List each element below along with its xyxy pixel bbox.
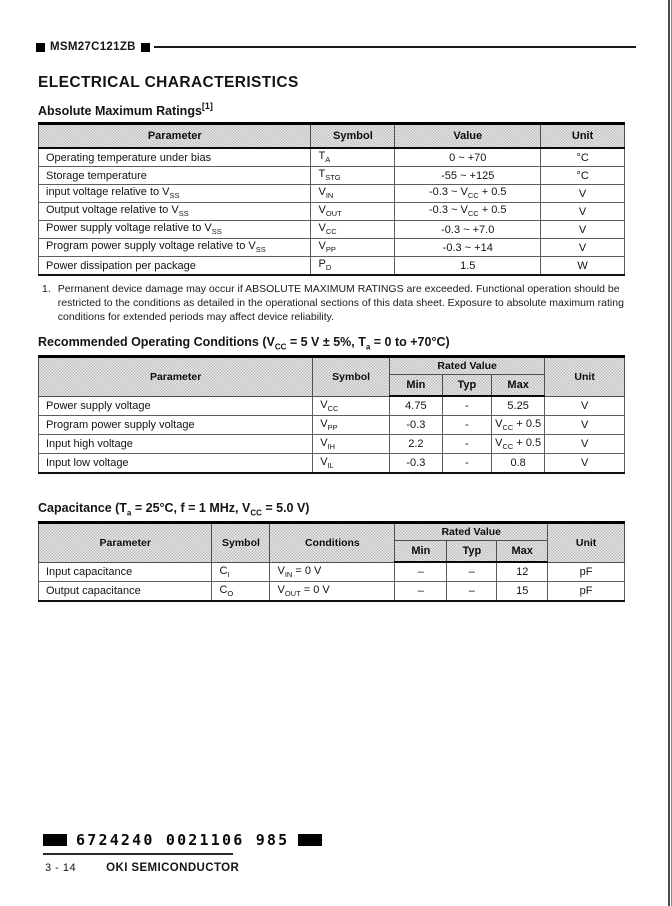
black-square-icon (36, 43, 45, 52)
col-parameter: Parameter (39, 357, 313, 397)
company-name: OKI SEMICONDUCTOR (106, 862, 240, 874)
cell-parameter: Operating temperature under bias (39, 148, 311, 167)
header-row (39, 124, 625, 149)
page-footer (45, 862, 239, 874)
col-max: Max (491, 375, 544, 397)
table-row (39, 454, 625, 474)
table-row (39, 148, 625, 167)
col-unit: Unit (541, 124, 625, 149)
page-number: 3 - 14 (45, 862, 77, 874)
cell-parameter: Input low voltage (39, 454, 313, 474)
header-rule (154, 46, 636, 49)
cell-parameter: Program power supply voltage relative to $V_{SS}$ (39, 239, 311, 257)
cell-unit: V (545, 454, 625, 474)
footnote-ref: [1] (201, 101, 213, 111)
cell-symbol: $V_{IL}$ (313, 454, 390, 474)
cell-unit: V (541, 185, 625, 203)
cell-symbol: $V_{IN}$ (311, 185, 395, 203)
cell-symbol: $V_{PP}$ (313, 416, 390, 435)
col-unit: Unit (548, 523, 625, 563)
col-typ: Typ (447, 541, 497, 563)
abs-max-title (38, 101, 213, 118)
cell-symbol: $C_O$ (212, 582, 270, 602)
cell-value: 1.5 (395, 257, 541, 276)
device-name: MSM27C121ZB (50, 41, 136, 53)
cell-conditions: $V_{OUT} = 0$ V (270, 582, 395, 602)
cell-unit: V (545, 435, 625, 454)
cell-max: 5.25 (491, 396, 544, 416)
col-symbol: Symbol (311, 124, 395, 149)
barcode-start-block-icon (43, 834, 67, 846)
footnote-text: Permanent device damage may occur if ABSOLUTE MAXIMUM RATINGS are exceeded. Functional operation should be restricted to the conditions as detailed in the operational sections of this data sheet. Exposure to absolute maximum rating conditions for extended periods may affect device reliability. (57, 283, 624, 323)
cell-unit: V (541, 203, 625, 221)
cell-value: -0.3 ~ $V_{CC} + 0.5$ (395, 185, 541, 203)
cell-max: 12 (497, 562, 548, 582)
cell-value: 0 ~ +70 (395, 148, 541, 167)
header-row (39, 357, 625, 375)
cell-symbol: $C_I$ (212, 562, 270, 582)
cell-symbol: $V_{PP}$ (311, 239, 395, 257)
table-row (39, 203, 625, 221)
col-symbol: Symbol (212, 523, 270, 563)
col-conditions: Conditions (270, 523, 395, 563)
rec-op-title: Recommended Operating Conditions ($V_{CC} = 5$ V ± 5%, $T_a = 0$ to +70°C) (38, 335, 450, 352)
footnote (42, 283, 634, 325)
col-symbol: Symbol (313, 357, 390, 397)
barcode-end-block-icon (298, 834, 322, 846)
rec-op-table (38, 355, 625, 474)
cell-typ: - (442, 396, 491, 416)
cell-min: – (395, 562, 447, 582)
abs-max-table (38, 122, 625, 276)
cell-parameter: Program power supply voltage (39, 416, 313, 435)
barcode (43, 833, 322, 847)
capacitance-title: Capacitance ($T_a = 25^\circ C$, f = 1 MHz, $V_{CC} = 5.0$ V) (38, 501, 310, 518)
cell-max: 15 (497, 582, 548, 602)
cell-unit: V (545, 416, 625, 435)
cell-symbol: $V_{OUT}$ (311, 203, 395, 221)
cell-unit: pF (548, 582, 625, 602)
cell-max: $V_{CC} + 0.5$ (491, 435, 544, 454)
cell-parameter: Input capacitance (39, 562, 212, 582)
col-rated-value: Rated Value (390, 357, 545, 375)
col-value: Value (395, 124, 541, 149)
table-row (39, 396, 625, 416)
cell-symbol: $V_{CC}$ (313, 396, 390, 416)
section-title: ELECTRICAL CHARACTERISTICS (38, 74, 299, 91)
cell-value: -55 ~ +125 (395, 167, 541, 185)
cell-unit: V (541, 221, 625, 239)
col-max: Max (497, 541, 548, 563)
cell-min: 2.2 (390, 435, 443, 454)
table-row (39, 435, 625, 454)
col-parameter: Parameter (39, 523, 212, 563)
cell-typ: - (442, 435, 491, 454)
cell-unit: pF (548, 562, 625, 582)
footnote-number: 1. (42, 283, 51, 295)
table-row (39, 239, 625, 257)
cell-min: -0.3 (390, 416, 443, 435)
cell-parameter: Power supply voltage (39, 396, 313, 416)
cell-parameter: Input high voltage (39, 435, 313, 454)
cell-parameter: Storage temperature (39, 167, 311, 185)
scan-edge-artifact (668, 0, 670, 906)
col-unit: Unit (545, 357, 625, 397)
table-row (39, 562, 625, 582)
table-row (39, 257, 625, 276)
cell-min: – (395, 582, 447, 602)
cell-parameter: Output capacitance (39, 582, 212, 602)
cell-min: 4.75 (390, 396, 443, 416)
cell-parameter: Power supply voltage relative to $V_{SS}$ (39, 221, 311, 239)
cell-unit: °C (541, 167, 625, 185)
cell-symbol: $V_{CC}$ (311, 221, 395, 239)
cell-symbol: $V_{IH}$ (313, 435, 390, 454)
table-row (39, 167, 625, 185)
cell-max: 0.8 (491, 454, 544, 474)
cell-typ: – (447, 582, 497, 602)
table-row (39, 221, 625, 239)
cell-value: -0.3 ~ $V_{CC} + 0.5$ (395, 203, 541, 221)
barcode-digits: 6724240 0021106 985 (76, 831, 290, 849)
table-row (39, 582, 625, 602)
cell-unit: °C (541, 148, 625, 167)
abs-max-title-text: Absolute Maximum Ratings (38, 104, 202, 118)
col-parameter: Parameter (39, 124, 311, 149)
cell-parameter: Output voltage relative to $V_{SS}$ (39, 203, 311, 221)
black-square-icon (141, 43, 150, 52)
table-row (39, 416, 625, 435)
cell-conditions: $V_{IN} = 0$ V (270, 562, 395, 582)
header-row (39, 523, 625, 541)
cell-typ: - (442, 416, 491, 435)
cell-symbol: $T_A$ (311, 148, 395, 167)
cell-min: -0.3 (390, 454, 443, 474)
cell-value: -0.3 ~ +7.0 (395, 221, 541, 239)
cell-symbol: $T_{STG}$ (311, 167, 395, 185)
cell-parameter: Power dissipation per package (39, 257, 311, 276)
cell-unit: W (541, 257, 625, 276)
col-min: Min (390, 375, 443, 397)
cell-typ: - (442, 454, 491, 474)
cell-parameter: input voltage relative to $V_{SS}$ (39, 185, 311, 203)
cell-symbol: $P_D$ (311, 257, 395, 276)
table-row (39, 185, 625, 203)
page-header (36, 40, 636, 54)
cell-max: $V_{CC} + 0.5$ (491, 416, 544, 435)
col-rated-value: Rated Value (395, 523, 548, 541)
cell-typ: – (447, 562, 497, 582)
footer-rule (43, 853, 233, 855)
capacitance-table (38, 521, 625, 602)
col-typ: Typ (442, 375, 491, 397)
cell-unit: V (545, 396, 625, 416)
col-min: Min (395, 541, 447, 563)
cell-unit: V (541, 239, 625, 257)
cell-value: -0.3 ~ +14 (395, 239, 541, 257)
